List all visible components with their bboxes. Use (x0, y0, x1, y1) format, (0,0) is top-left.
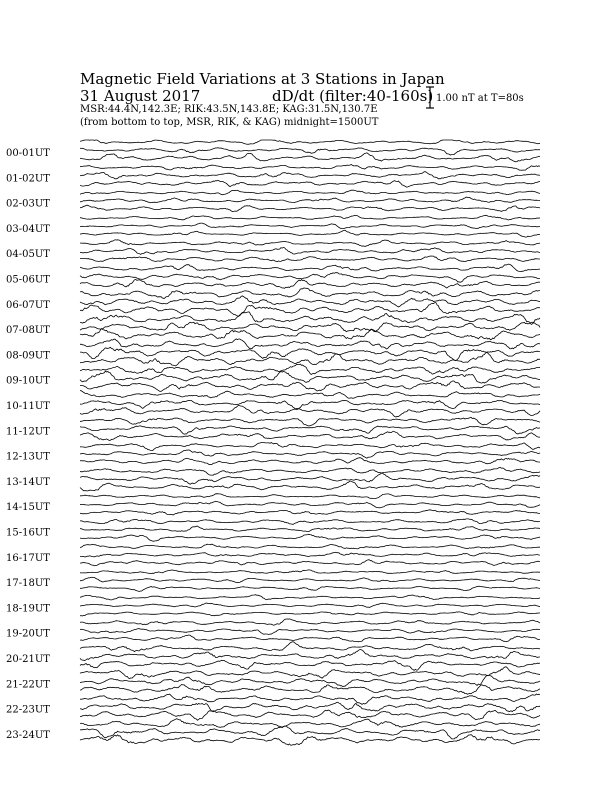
trace-rik (80, 629, 540, 635)
trace-kag (80, 391, 540, 399)
trace-rik (80, 603, 540, 607)
trace-kag (80, 190, 540, 195)
trace-rik (80, 526, 540, 532)
trace-rik (80, 426, 540, 434)
hour-row-label: 23-24UT (6, 729, 50, 741)
trace-kag (80, 240, 540, 247)
trace-kag (80, 264, 540, 272)
trace-kag (80, 494, 540, 499)
hour-row-label: 22-23UT (6, 704, 50, 716)
trace-msr (80, 153, 540, 162)
trace-kag (80, 467, 540, 475)
trace-msr (80, 534, 540, 541)
hour-row-label: 03-04UT (6, 223, 50, 235)
trace-msr (80, 685, 540, 695)
trace-kag (80, 140, 540, 144)
trace-kag (80, 519, 540, 525)
hour-row-label: 09-10UT (6, 375, 50, 387)
trace-msr (80, 279, 540, 288)
trace-msr (80, 458, 540, 465)
trace-msr (80, 303, 540, 316)
station-order-note: (from bottom to top, MSR, RIK, & KAG) midnight=1500UT (80, 117, 379, 128)
trace-kag (80, 595, 540, 600)
trace-kag (80, 719, 540, 728)
hour-row-label: 12-13UT (6, 451, 50, 463)
hour-row-label: 02-03UT (6, 198, 50, 210)
trace-kag (80, 288, 540, 299)
trace-rik (80, 702, 540, 712)
trace-msr (80, 256, 540, 262)
trace-msr (80, 431, 540, 440)
chart-title: Magnetic Field Variations at 3 Stations in Japan (80, 70, 445, 88)
trace-msr (80, 560, 540, 566)
trace-msr (80, 381, 540, 392)
hour-row-label: 19-20UT (6, 628, 50, 640)
trace-msr (80, 205, 540, 212)
hour-row-label: 14-15UT (6, 502, 50, 514)
hour-row-label: 06-07UT (6, 299, 50, 311)
trace-msr (80, 180, 540, 187)
trace-rik (80, 501, 540, 508)
hour-row-label: 11-12UT (6, 426, 50, 438)
trace-kag (80, 364, 540, 374)
trace-msr (80, 329, 540, 340)
trace-msr (80, 230, 540, 237)
trace-msr (80, 735, 540, 746)
scale-bar (426, 87, 434, 108)
trace-rik (80, 473, 540, 484)
trace-rik (80, 223, 540, 228)
trace-kag (80, 312, 540, 323)
hour-row-label: 01-02UT (6, 173, 50, 185)
trace-kag (80, 619, 540, 625)
trace-rik (80, 148, 540, 155)
trace-kag (80, 339, 540, 349)
hour-row-label: 16-17UT (6, 552, 50, 564)
trace-msr (80, 586, 540, 591)
trace-rik (80, 296, 540, 307)
trace-kag (80, 442, 540, 450)
trace-kag (80, 642, 540, 652)
hour-row-label: 20-21UT (6, 654, 50, 665)
hour-row-label: 17-18UT (6, 578, 50, 590)
hour-row-label: 04-05UT (6, 249, 50, 261)
trace-kag (80, 570, 540, 574)
chart-date: 31 August 2017 (80, 87, 201, 105)
trace-rik (80, 273, 540, 283)
trace-rik (80, 726, 540, 739)
trace-rik (80, 577, 540, 582)
hour-row-label: 07-08UT (6, 325, 50, 337)
trace-kag (80, 215, 540, 220)
trace-msr (80, 405, 540, 417)
hour-row-label: 18-19UT (6, 603, 50, 615)
trace-rik (80, 552, 540, 557)
hour-row-label: 21-22UT (6, 679, 50, 691)
hour-row-label: 00-01UT (6, 148, 50, 159)
trace-msr (80, 612, 540, 616)
hour-row-label: 10-11UT (6, 401, 50, 412)
hour-row-label: 05-06UT (6, 274, 50, 286)
trace-kag (80, 417, 540, 426)
station-coordinates: MSR:44.4N,142.3E; RIK:43.5N,143.8E; KAG:31.5N,130.7E (80, 104, 378, 115)
trace-msr (80, 635, 540, 642)
trace-msr (80, 352, 540, 366)
trace-rik (80, 400, 540, 409)
trace-kag (80, 544, 540, 549)
trace-msr (80, 510, 540, 515)
trace-rik (80, 322, 540, 332)
chart-quantity: dD/dt (filter:40-160s) (272, 87, 434, 105)
trace-rik (80, 197, 540, 203)
trace-rik (80, 450, 540, 458)
hour-row-label: 13-14UT (6, 476, 50, 488)
trace-kag (80, 165, 540, 171)
trace-kag (80, 694, 540, 704)
hour-row-label: 08-09UT (6, 350, 50, 362)
trace-rik (80, 347, 540, 360)
trace-msr (80, 660, 540, 670)
trace-kag (80, 667, 540, 679)
hour-row-label: 15-16UT (6, 527, 50, 539)
trace-rik (80, 247, 540, 254)
trace-rik (80, 172, 540, 179)
scale-bar-label: 1.00 nT at T=80s (436, 93, 524, 104)
trace-msr (80, 481, 540, 491)
trace-msr (80, 710, 540, 720)
